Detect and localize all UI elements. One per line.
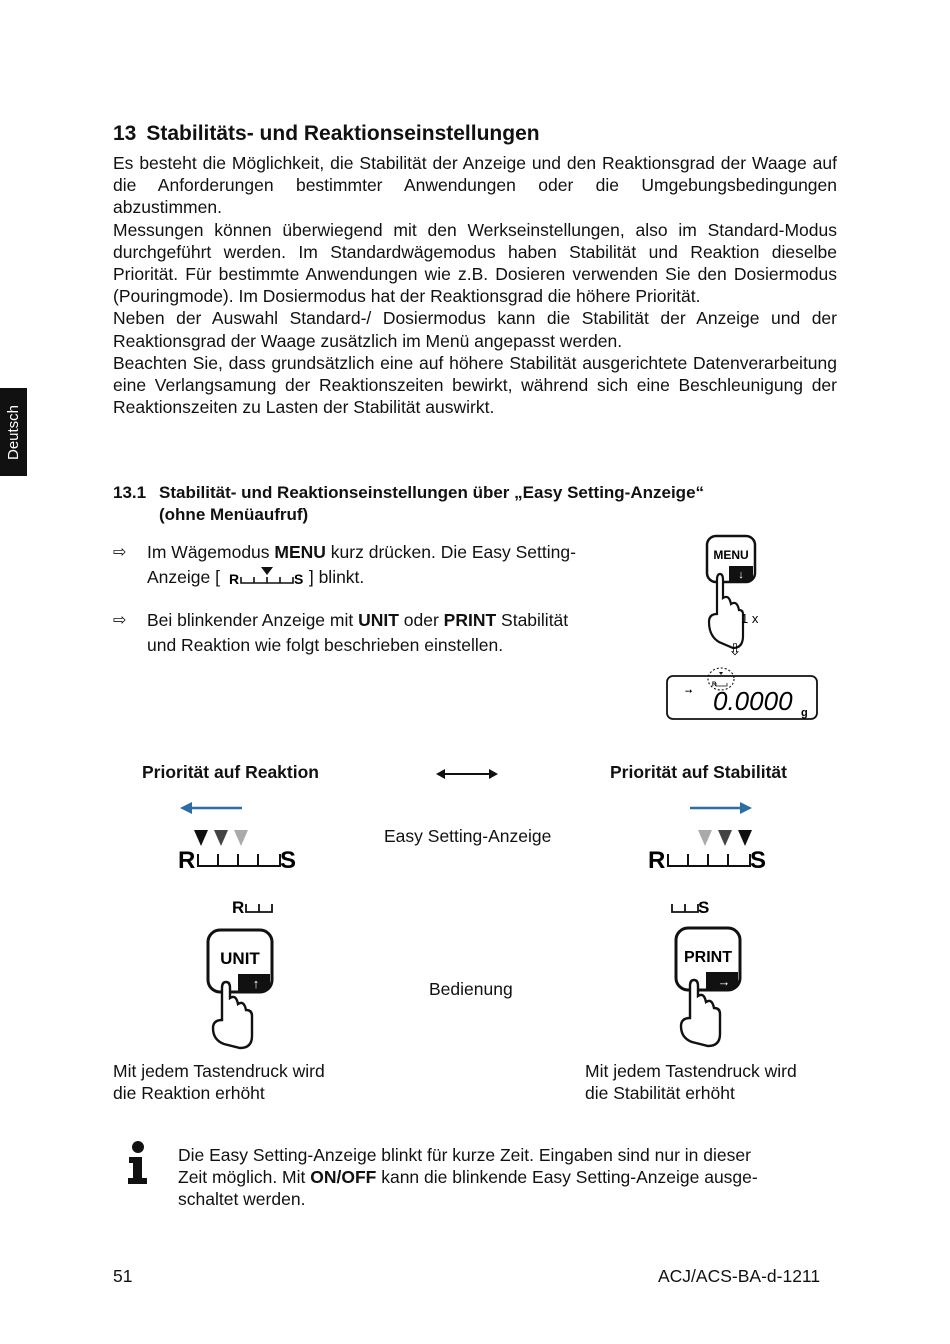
down-arrow-icon: ↓ (738, 569, 744, 581)
subsection-heading (113, 482, 704, 526)
pointing-hand-icon (709, 574, 743, 648)
reaction-segment-icon (232, 896, 276, 916)
unit-key-ref: UNIT (358, 610, 399, 630)
reaction-caption: Mit jedem Tastendruck wird die Reaktion erhöht (113, 1061, 325, 1103)
language-tab (0, 388, 27, 476)
svg-text:S: S (293, 571, 304, 587)
svg-text:R: R (228, 571, 239, 587)
instruction-step-2: ⇨ Bei blinkender Anzeige mit UNIT oder PRINT Stabilität und Reaktion wie folgt beschrieben einstellen. (113, 610, 569, 655)
right-arrow-icon: ➙ (685, 686, 693, 696)
paragraph: Neben der Auswahl Standard-/ Dosiermodus kann die Stabilität der Anzeige und der Reaktionsgrad der Waage zusätzlich im Menü angepasst werden. (113, 308, 837, 351)
paragraph: Beachten Sie, dass grundsätzlich eine auf höhere Stabilität ausgerichtete Datenverarbeitung eine Verlangsamung der Reaktionszeiten bewirkt, während sich eine Beschleunigung der Reaktionszeiten zu Lasten der Stabilität auswirkt. (113, 352, 837, 418)
right-arrow-icon (740, 802, 752, 814)
section-number: 13 (113, 122, 137, 145)
scale-display (665, 664, 821, 724)
info-note: Die Easy Setting-Anzeige blinkt für kurze Zeit. Eingaben sind nur in dieser Zeit möglich. Mit ON/OFF kann die blinkende Easy Setting-Anzeige ausge- schaltet werden. (178, 1145, 758, 1209)
subsection-title-line2: (ohne Menüaufruf) (159, 505, 309, 524)
priority-stability-heading: Priorität auf Stabilität (610, 762, 787, 782)
section-title: Stabilitäts- und Reaktionseinstellungen (146, 122, 540, 145)
svg-text:R: R (648, 847, 666, 874)
priority-reaction-heading: Priorität auf Reaktion (142, 762, 319, 782)
svg-text:R: R (232, 898, 245, 916)
menu-key-ref: MENU (274, 542, 326, 562)
hollow-down-arrow-icon: ⇩ (728, 642, 742, 659)
document-id: ACJ/ACS-BA-d-1211 (658, 1266, 821, 1286)
hollow-arrow-icon: ⇨ (113, 612, 127, 629)
subsection-title-line1: Stabilität- und Reaktionseinstellungen über „Easy Setting-Anzeige“ (159, 483, 705, 502)
paragraph: Messungen können überwiegend mit den Werkseinstellungen, also im Standard-Modus durchgeführt werden. Im Standardwägemodus haben Stabilität und Reaktion dieselbe Priorität. Für bestimmte Anwendungen wie z.B. Dosieren verwenden Sie den Dosiermodus (Pouringmode). Im Dosiermodus hat der Reaktionsgrad die höhere Priorität. (113, 219, 837, 307)
onoff-key-ref: ON/OFF (310, 1167, 377, 1187)
instruction-step-1: ⇨ Im Wägemodus MENU kurz drücken. Die Easy Setting- Anzeige [ R S ] blinkt. (113, 542, 576, 587)
subsection-number: 13.1 (113, 483, 147, 502)
svg-text:R: R (178, 847, 196, 874)
easy-setting-icon (227, 567, 307, 587)
svg-text:S: S (698, 898, 710, 916)
reaction-scale-figure (176, 798, 306, 874)
operation-label: Bedienung (429, 979, 513, 999)
left-arrow-icon (180, 802, 192, 814)
right-arrow-icon: → (717, 974, 731, 989)
stability-segment-icon (670, 896, 714, 916)
section-body (113, 152, 837, 418)
easy-setting-label: Easy Setting-Anzeige (384, 826, 552, 846)
double-arrow-icon (436, 767, 498, 781)
hollow-arrow-icon: ⇨ (113, 544, 127, 561)
page-number: 51 (113, 1266, 133, 1286)
language-tab-label: Deutsch (5, 404, 22, 460)
stability-caption: Mit jedem Tastendruck wird die Stabilität erhöht (585, 1061, 797, 1103)
paragraph: Es besteht die Möglichkeit, die Stabilität der Anzeige und den Reaktionsgrad der Waage auf die Anforderungen bestimmter Anwendungen oder die Umgebungsbedingungen abzustimmen. (113, 153, 837, 218)
stability-scale-figure (646, 798, 776, 874)
svg-text:S: S (280, 847, 297, 874)
menu-key-figure (695, 530, 785, 660)
unit-key-label: UNIT (220, 949, 260, 968)
menu-key-label: MENU (713, 548, 749, 562)
press-count: 1 x (741, 611, 759, 626)
section-heading (113, 122, 540, 146)
print-key-figure (668, 922, 758, 1050)
svg-text:R: R (712, 682, 717, 688)
print-key-ref: PRINT (443, 610, 497, 630)
display-unit: g (801, 707, 808, 719)
print-key-label: PRINT (684, 949, 732, 966)
info-icon (124, 1140, 152, 1186)
unit-key-figure (200, 924, 290, 1050)
svg-text:S: S (750, 847, 767, 874)
display-value: 0.0000 (713, 686, 793, 716)
up-arrow-icon: ↑ (252, 976, 260, 991)
